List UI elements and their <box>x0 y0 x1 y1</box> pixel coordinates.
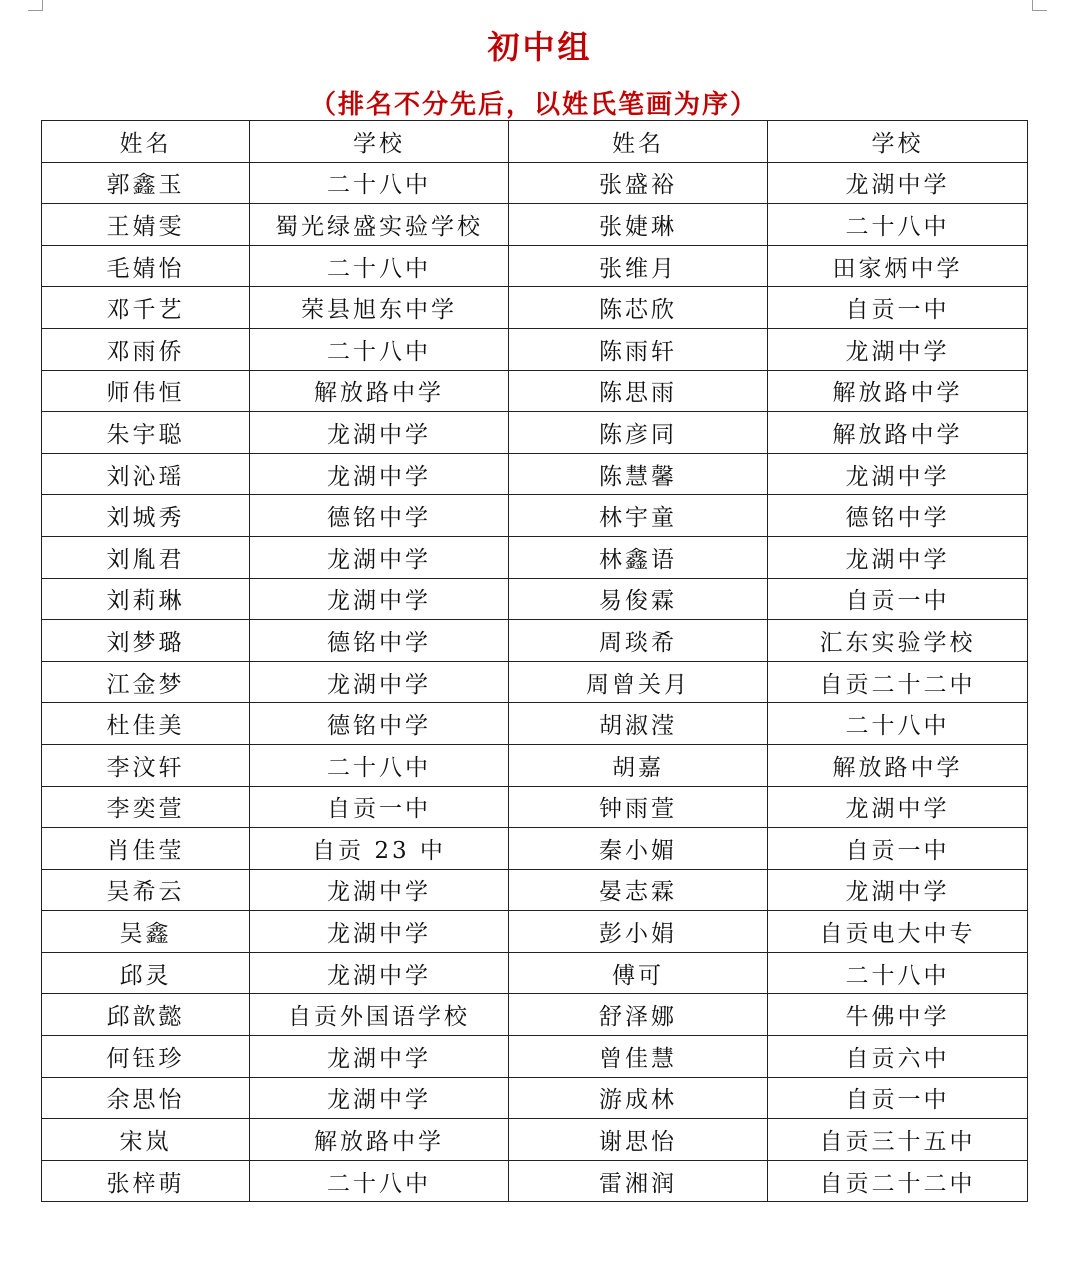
student-name-cell: 江金梦 <box>42 661 250 703</box>
table-row <box>42 495 1028 537</box>
student-name-cell: 张维月 <box>509 245 768 287</box>
school-name-cell: 自贡 23 中 <box>250 828 509 870</box>
school-name-cell: 龙湖中学 <box>250 578 509 620</box>
student-name-cell: 胡淑滢 <box>509 703 768 745</box>
page-title: 初中组 <box>487 28 593 66</box>
student-name-cell: 张婕琳 <box>509 204 768 246</box>
table-row <box>42 328 1028 370</box>
table-row <box>42 412 1028 454</box>
student-name-cell: 张盛裕 <box>509 162 768 204</box>
school-name-cell: 田家炳中学 <box>768 245 1028 287</box>
crop-mark-top-left <box>28 0 43 11</box>
student-name-cell: 邓雨侨 <box>42 328 250 370</box>
student-name-cell: 刘沁瑶 <box>42 453 250 495</box>
student-name-cell: 刘梦璐 <box>42 620 250 662</box>
school-name-cell: 二十八中 <box>250 245 509 287</box>
student-name-cell: 郭鑫玉 <box>42 162 250 204</box>
school-name-cell: 汇东实验学校 <box>768 620 1028 662</box>
school-name-cell: 龙湖中学 <box>250 952 509 994</box>
table-row <box>42 703 1028 745</box>
table-row <box>42 994 1028 1036</box>
school-name-cell: 自贡一中 <box>768 828 1028 870</box>
table-row <box>42 869 1028 911</box>
table-row <box>42 287 1028 329</box>
student-name-cell: 晏志霖 <box>509 869 768 911</box>
school-name-cell: 龙湖中学 <box>768 453 1028 495</box>
student-name-cell: 李奕萱 <box>42 786 250 828</box>
header-school-2: 学校 <box>768 121 1028 163</box>
student-name-cell: 毛婧怡 <box>42 245 250 287</box>
school-name-cell: 龙湖中学 <box>250 1077 509 1119</box>
student-name-cell: 张梓萌 <box>42 1160 250 1202</box>
table-row <box>42 1077 1028 1119</box>
school-name-cell: 二十八中 <box>250 1160 509 1202</box>
page-subtitle: （排名不分先后，以姓氏笔画为序） <box>309 90 758 120</box>
school-name-cell: 解放路中学 <box>768 412 1028 454</box>
student-name-cell: 谢思怡 <box>509 1119 768 1161</box>
roster-body <box>42 162 1028 1202</box>
school-name-cell: 龙湖中学 <box>768 162 1028 204</box>
student-name-cell: 周琰希 <box>509 620 768 662</box>
school-name-cell: 二十八中 <box>768 703 1028 745</box>
student-name-cell: 曾佳慧 <box>509 1036 768 1078</box>
school-name-cell: 解放路中学 <box>250 1119 509 1161</box>
school-name-cell: 自贡六中 <box>768 1036 1028 1078</box>
student-name-cell: 刘城秀 <box>42 495 250 537</box>
school-name-cell: 自贡外国语学校 <box>250 994 509 1036</box>
school-name-cell: 荣县旭东中学 <box>250 287 509 329</box>
school-name-cell: 自贡一中 <box>250 786 509 828</box>
student-name-cell: 陈雨轩 <box>509 328 768 370</box>
school-name-cell: 自贡电大中专 <box>768 911 1028 953</box>
student-name-cell: 余思怡 <box>42 1077 250 1119</box>
header-school-1: 学校 <box>250 121 509 163</box>
school-name-cell: 自贡二十二中 <box>768 661 1028 703</box>
student-name-cell: 吴鑫 <box>42 911 250 953</box>
school-name-cell: 解放路中学 <box>250 370 509 412</box>
school-name-cell: 德铭中学 <box>768 495 1028 537</box>
student-name-cell: 邱歆懿 <box>42 994 250 1036</box>
student-name-cell: 宋岚 <box>42 1119 250 1161</box>
school-name-cell: 德铭中学 <box>250 495 509 537</box>
table-row <box>42 1160 1028 1202</box>
table-row <box>42 952 1028 994</box>
school-name-cell: 德铭中学 <box>250 620 509 662</box>
school-name-cell: 龙湖中学 <box>250 536 509 578</box>
school-name-cell: 自贡一中 <box>768 287 1028 329</box>
student-name-cell: 秦小媚 <box>509 828 768 870</box>
table-row <box>42 370 1028 412</box>
header-row <box>42 121 1028 163</box>
header-name-2: 姓名 <box>509 121 768 163</box>
table-row <box>42 204 1028 246</box>
school-name-cell: 龙湖中学 <box>250 911 509 953</box>
student-name-cell: 钟雨萱 <box>509 786 768 828</box>
table-row <box>42 744 1028 786</box>
school-name-cell: 龙湖中学 <box>250 412 509 454</box>
header-name-1: 姓名 <box>42 121 250 163</box>
student-name-cell: 林宇童 <box>509 495 768 537</box>
school-name-cell: 二十八中 <box>250 328 509 370</box>
student-name-cell: 邱灵 <box>42 952 250 994</box>
school-name-cell: 自贡二十二中 <box>768 1160 1028 1202</box>
student-name-cell: 刘胤君 <box>42 536 250 578</box>
student-name-cell: 杜佳美 <box>42 703 250 745</box>
table-row <box>42 1036 1028 1078</box>
roster-table <box>41 120 1028 1202</box>
school-name-cell: 解放路中学 <box>768 744 1028 786</box>
school-name-cell: 二十八中 <box>768 204 1028 246</box>
school-name-cell: 龙湖中学 <box>250 661 509 703</box>
school-name-cell: 自贡三十五中 <box>768 1119 1028 1161</box>
student-name-cell: 陈慧馨 <box>509 453 768 495</box>
table-row <box>42 661 1028 703</box>
student-name-cell: 林鑫语 <box>509 536 768 578</box>
student-name-cell: 肖佳莹 <box>42 828 250 870</box>
student-name-cell: 刘莉琳 <box>42 578 250 620</box>
school-name-cell: 蜀光绿盛实验学校 <box>250 204 509 246</box>
table-row <box>42 162 1028 204</box>
table-row <box>42 1119 1028 1161</box>
table-row <box>42 536 1028 578</box>
student-name-cell: 陈彦同 <box>509 412 768 454</box>
student-name-cell: 游成林 <box>509 1077 768 1119</box>
table-row <box>42 453 1028 495</box>
school-name-cell: 龙湖中学 <box>768 328 1028 370</box>
table-row <box>42 786 1028 828</box>
school-name-cell: 自贡一中 <box>768 578 1028 620</box>
table-row <box>42 828 1028 870</box>
student-name-cell: 傅可 <box>509 952 768 994</box>
student-name-cell: 王婧雯 <box>42 204 250 246</box>
student-name-cell: 彭小娟 <box>509 911 768 953</box>
table-row <box>42 245 1028 287</box>
table-row <box>42 578 1028 620</box>
school-name-cell: 二十八中 <box>250 162 509 204</box>
student-name-cell: 陈芯欣 <box>509 287 768 329</box>
student-name-cell: 李汶轩 <box>42 744 250 786</box>
school-name-cell: 解放路中学 <box>768 370 1028 412</box>
table-row <box>42 620 1028 662</box>
school-name-cell: 龙湖中学 <box>250 1036 509 1078</box>
school-name-cell: 龙湖中学 <box>250 869 509 911</box>
student-name-cell: 雷湘润 <box>509 1160 768 1202</box>
school-name-cell: 二十八中 <box>768 952 1028 994</box>
crop-mark-top-right <box>1032 0 1047 11</box>
table-row <box>42 911 1028 953</box>
student-name-cell: 朱宇聪 <box>42 412 250 454</box>
school-name-cell: 二十八中 <box>250 744 509 786</box>
student-name-cell: 舒泽娜 <box>509 994 768 1036</box>
student-name-cell: 易俊霖 <box>509 578 768 620</box>
student-name-cell: 周曾关月 <box>509 661 768 703</box>
school-name-cell: 德铭中学 <box>250 703 509 745</box>
school-name-cell: 龙湖中学 <box>768 536 1028 578</box>
student-name-cell: 吴希云 <box>42 869 250 911</box>
student-name-cell: 邓千艺 <box>42 287 250 329</box>
school-name-cell: 牛佛中学 <box>768 994 1028 1036</box>
school-name-cell: 龙湖中学 <box>768 786 1028 828</box>
school-name-cell: 自贡一中 <box>768 1077 1028 1119</box>
school-name-cell: 龙湖中学 <box>768 869 1028 911</box>
student-name-cell: 何钰珍 <box>42 1036 250 1078</box>
school-name-cell: 龙湖中学 <box>250 453 509 495</box>
student-name-cell: 胡嘉 <box>509 744 768 786</box>
student-name-cell: 陈思雨 <box>509 370 768 412</box>
student-name-cell: 师伟恒 <box>42 370 250 412</box>
